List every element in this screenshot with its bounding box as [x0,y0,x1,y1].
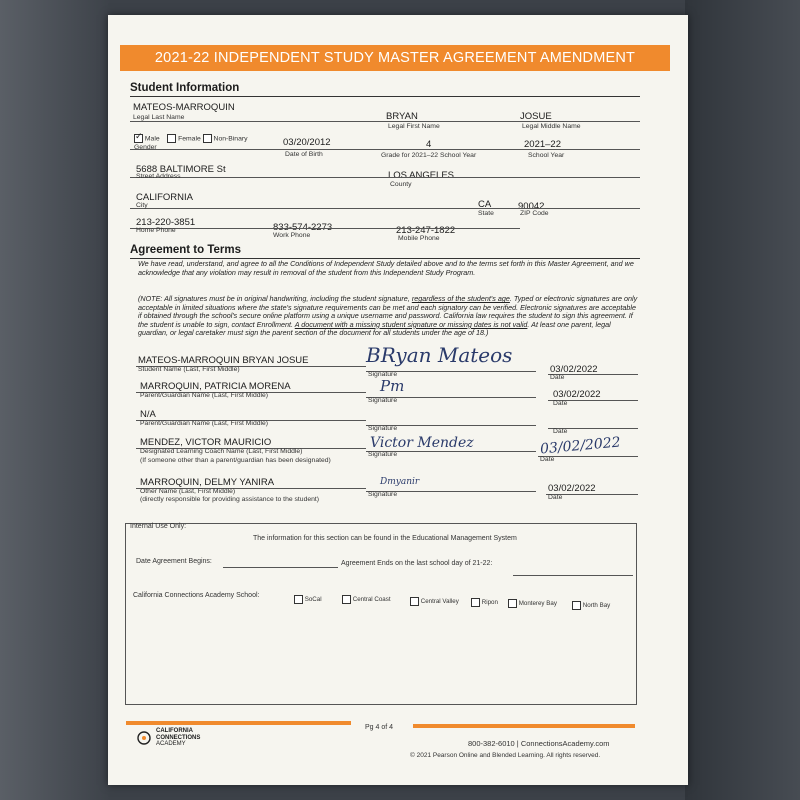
zip-label: ZIP Code [520,210,549,217]
date-label: Date [550,374,565,381]
parent1-signature: Pm [380,377,405,395]
male-checkbox[interactable] [134,134,143,143]
non-binary-checkbox[interactable] [203,134,212,143]
school-checkbox[interactable] [410,597,419,606]
last-name-label: Legal Last Name [133,114,185,121]
document-page [108,15,688,785]
state-label: State [478,210,494,217]
state-value: CA [478,199,492,210]
footer-copyright: © 2021 Pearson Online and Blended Learning. All rights reserved. [410,752,601,759]
date-label: Date [540,456,555,463]
county-label: County [390,181,412,188]
document-title: 2021-22 INDEPENDENT STUDY MASTER AGREEMENT AMENDMENT [120,45,670,71]
parent1-name-value: MARROQUIN, PATRICIA MORENA [140,381,291,392]
student-info-heading: Student Information [130,82,240,94]
gender-label: Gender [134,144,157,151]
student-name-label: Student Name (Last, First Middle) [138,366,240,373]
first-name-label: Legal First Name [388,123,440,130]
mobile-phone-value: 213-247-1822 [396,225,456,236]
parent2-name-label: Parent/Guardian Name (Last, First Middle) [140,420,269,427]
student-signature: BRyan Mateos [366,343,513,367]
signature-label: Signature [368,371,398,378]
last-name-value: MATEOS-MARROQUIN [133,102,235,113]
agreement-paragraph: We have read, understand, and agree to all the Conditions of Independent Study detailed above and to the terms set forth in this Master Agreement, and we acknowledge that any violation may result in removal of the student from this Independent Study Program. [138,259,634,277]
date-label: Date [553,428,568,435]
signature-label: Signature [368,491,398,498]
home-phone-label: Home Phone [136,227,176,234]
coach-sub-label: (If someone other than a parent/guardian has been designated) [140,457,331,464]
school-year-label: School Year [528,152,565,159]
dob-label: Date of Birth [285,151,323,158]
parent1-date-value: 03/02/2022 [553,389,601,400]
street-label: Street Address [136,173,181,180]
parent1-name-label: Parent/Guardian Name (Last, First Middle) [140,392,269,399]
home-phone-value: 213-220-3851 [136,217,196,228]
first-name-value: BRYAN [386,111,418,122]
internal-info: The information for this section can be found in the Educational Management System [253,535,517,542]
city-label: City [136,202,148,209]
gender-options: ✓ Male Female Non-Binary [134,134,248,143]
school-year-value: 2021–22 [524,139,561,150]
other-date-value: 03/02/2022 [548,483,596,494]
internal-use-box [125,523,637,705]
other-signature: Dmyanir [380,477,420,487]
grade-label: Grade for 2021–22 School Year [381,152,477,159]
other-name-label: Other Name (Last, First Middle) [140,488,236,495]
work-phone-value: 833-574-2273 [273,222,333,233]
parent2-name-value: N/A [140,409,156,420]
footer-accent-right [413,724,635,728]
ends-input[interactable] [513,575,633,576]
background-left [0,0,110,800]
school-label: California Connections Academy School: [133,592,260,599]
grade-value: 4 [426,139,432,150]
school-checkbox[interactable] [342,595,351,604]
other-name-value: MARROQUIN, DELMY YANIRA [140,477,275,488]
street-value: 5688 BALTIMORE St [136,164,226,175]
school-checkbox[interactable] [572,601,581,610]
coach-signature: Victor Mendez [370,435,474,451]
divider [130,96,640,97]
coach-date-value: 03/02/2022 [539,434,622,458]
signature-label: Signature [368,397,398,404]
student-date-value: 03/02/2022 [550,364,598,375]
coach-name-label: Designated Learning Coach Name (Last, First Middle) [140,448,303,455]
signature-note: (NOTE: All signatures must be in original handwriting, including the student signature, regardless of the student's age. Typed or electronic signatures are only acceptable in limited situations where the state's signature requirements can be met and each signatory can be verified. Electronic signatures are acceptable if obtained through the school's secure online platform using a unique username and password. California law requires the student to sign this agreement. If the student is unable to sign, contact Enrollment. A document with a missing student signature or missing dates is not valid. At least one parent, legal guardian, or legal caretaker must sign the parent section of the document for all students under the age of 18.) [138,294,638,338]
page-number: Pg 4 of 4 [365,724,394,731]
agreement-heading: Agreement to Terms [130,244,241,256]
middle-name-label: Legal Middle Name [522,123,581,130]
city-value: CALIFORNIA [136,192,194,203]
background-right [685,0,800,800]
footer-contact: 800-382-6010 | ConnectionsAcademy.com [468,739,610,748]
school-monterey-bay-option[interactable]: Monterey Bay [508,599,557,608]
school-north-bay-option[interactable]: North Bay [572,601,610,610]
school-checkbox[interactable] [294,595,303,604]
work-phone-label: Work Phone [273,232,311,239]
school-central-coast-option[interactable]: Central Coast [342,595,391,604]
county-value: LOS ANGELES [388,170,455,181]
school-checkbox[interactable] [508,599,517,608]
school-checkbox[interactable] [471,598,480,607]
middle-name-value: JOSUE [520,111,552,122]
signature-label: Signature [368,451,398,458]
date-label: Date [548,494,563,501]
school-central-valley-option[interactable]: Central Valley [410,597,459,606]
dob-value: 03/20/2012 [283,137,331,148]
coach-name-value: MENDEZ, VICTOR MAURICIO [140,437,272,448]
academy-logo-icon [134,730,154,746]
signature-label: Signature [368,425,398,432]
footer-accent-left [126,721,351,725]
begins-input[interactable] [223,567,338,568]
school-socal-option[interactable]: SoCal [294,595,322,604]
female-checkbox[interactable] [167,134,176,143]
begins-label: Date Agreement Begins: [136,558,212,565]
mobile-phone-label: Mobile Phone [398,235,440,242]
student-name-value: MATEOS-MARROQUIN BRYAN JOSUE [138,355,309,366]
internal-use-title: Internal Use Only: [130,523,187,530]
school-ripon-option[interactable]: Ripon [471,598,498,607]
other-sub-label: (directly responsible for providing assistance to the student) [140,496,320,503]
date-label: Date [553,400,568,407]
ends-label: Agreement Ends on the last school day of 21-22: [341,560,493,567]
zip-value: 90042 [518,201,545,212]
academy-logo-text: CALIFORNIA CONNECTIONS ACADEMY [156,728,201,747]
